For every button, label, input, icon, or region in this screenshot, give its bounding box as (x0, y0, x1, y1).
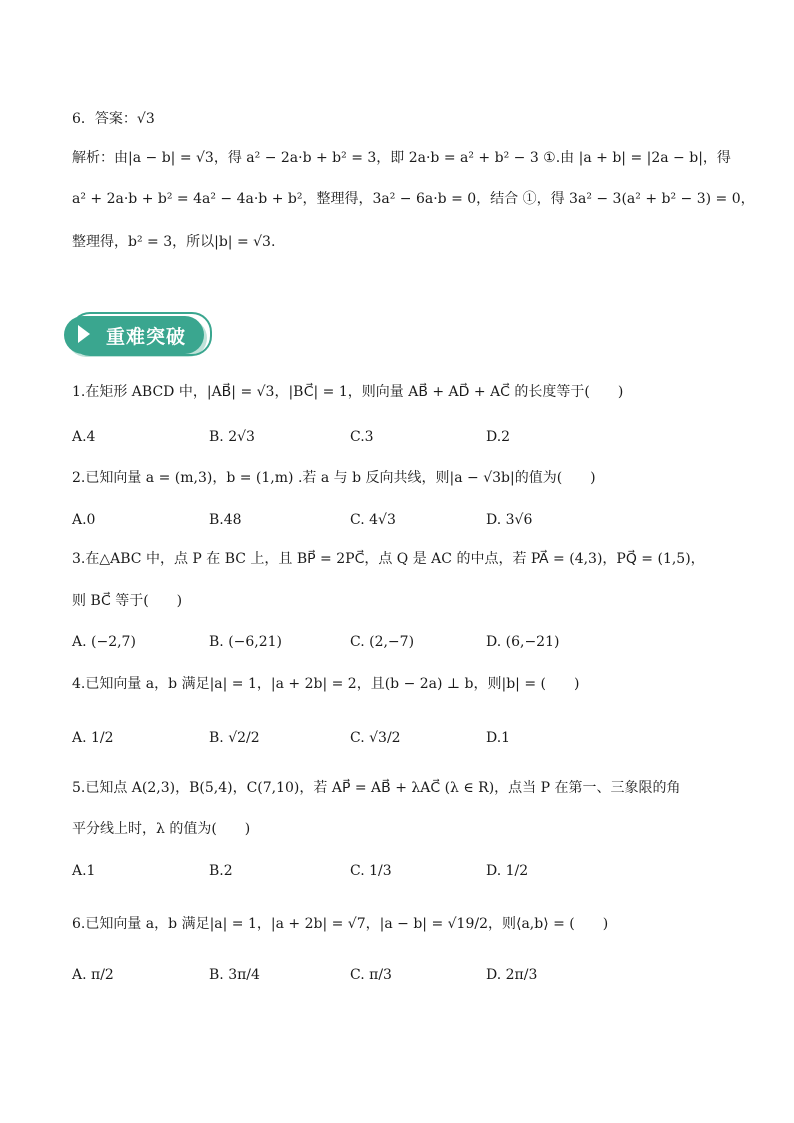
q4-option-b: B. √2/2 (209, 730, 260, 746)
q2-option-a: A.0 (72, 512, 96, 528)
q4-option-d: D.1 (486, 730, 511, 746)
q6-option-a: A. π/2 (72, 967, 114, 983)
answer-analysis-line-1: 解析：由|a − b| = √3，得 a² − 2a·b + b² = 3，即 2a·b = a² + b² − 3 ①.由 |a + b| = |2a − b|，得 (72, 150, 731, 166)
q2-option-b: B.48 (209, 512, 242, 528)
q1-option-a: A.4 (72, 429, 96, 445)
question-1-stem: 1.在矩形 ABCD 中，|AB⃗| = √3，|BC⃗| = 1，则向量 AB⃗ + AD⃗ + AC⃗ 的长度等于( ) (72, 384, 624, 400)
section-title: 重难突破 (106, 326, 187, 348)
q5-option-c: C. 1/3 (350, 863, 392, 879)
q6-option-b: B. 3π/4 (209, 967, 260, 983)
q5-option-b: B.2 (209, 863, 233, 879)
answer-analysis-line-2: a² + 2a·b + b² = 4a² − 4a·b + b²，整理得，3a² − 6a·b = 0，结合 ①，得 3a² − 3(a² + b² − 3) = 0， (72, 191, 755, 207)
q1-option-b: B. 2√3 (209, 429, 255, 445)
question-3-stem-line-2: 则 BC⃗ 等于( ) (72, 593, 183, 609)
answer-analysis-line-3: 整理得，b² = 3，所以|b| = √3. (72, 234, 276, 250)
q3-option-c: C. (2,−7) (350, 634, 415, 650)
question-4-stem: 4.已知向量 a，b 满足|a| = 1，|a + 2b| = 2，且(b − 2a) ⊥ b，则|b| = ( ) (72, 676, 580, 692)
question-2-stem: 2.已知向量 a = (m,3)，b = (1,m) .若 a 与 b 反向共线，则|a − √3b|的值为( ) (72, 470, 596, 486)
q4-option-c: C. √3/2 (350, 730, 401, 746)
question-3-stem-line-1: 3.在△ABC 中，点 P 在 BC 上，且 BP⃗ = 2PC⃗，点 Q 是 AC 的中点，若 PA⃗ = (4,3)，PQ⃗ = (1,5)， (72, 551, 705, 567)
question-6-stem: 6.已知向量 a，b 满足|a| = 1，|a + 2b| = √7，|a − b| = √19/2，则⟨a,b⟩ = ( ) (72, 916, 609, 932)
q3-option-a: A. (−2,7) (72, 634, 136, 650)
q2-option-c: C. 4√3 (350, 512, 396, 528)
q1-option-d: D.2 (486, 429, 511, 445)
q6-option-c: C. π/3 (350, 967, 392, 983)
q4-option-a: A. 1/2 (72, 730, 114, 746)
q5-option-d: D. 1/2 (486, 863, 529, 879)
question-5-stem-line-1: 5.已知点 A(2,3)，B(5,4)，C(7,10)，若 AP⃗ = AB⃗ + λAC⃗ (λ ∈ R)，点当 P 在第一、三象限的角 (72, 780, 681, 796)
q2-option-d: D. 3√6 (486, 512, 533, 528)
q6-option-d: D. 2π/3 (486, 967, 538, 983)
q3-option-d: D. (6,−21) (486, 634, 560, 650)
section-banner (64, 312, 210, 356)
play-triangle-icon (78, 325, 90, 343)
answer-heading: 6．答案：√3 (72, 111, 155, 127)
question-5-stem-line-2: 平分线上时，λ 的值为( ) (72, 821, 251, 837)
q1-option-c: C.3 (350, 429, 374, 445)
q3-option-b: B. (−6,21) (209, 634, 283, 650)
q5-option-a: A.1 (72, 863, 96, 879)
